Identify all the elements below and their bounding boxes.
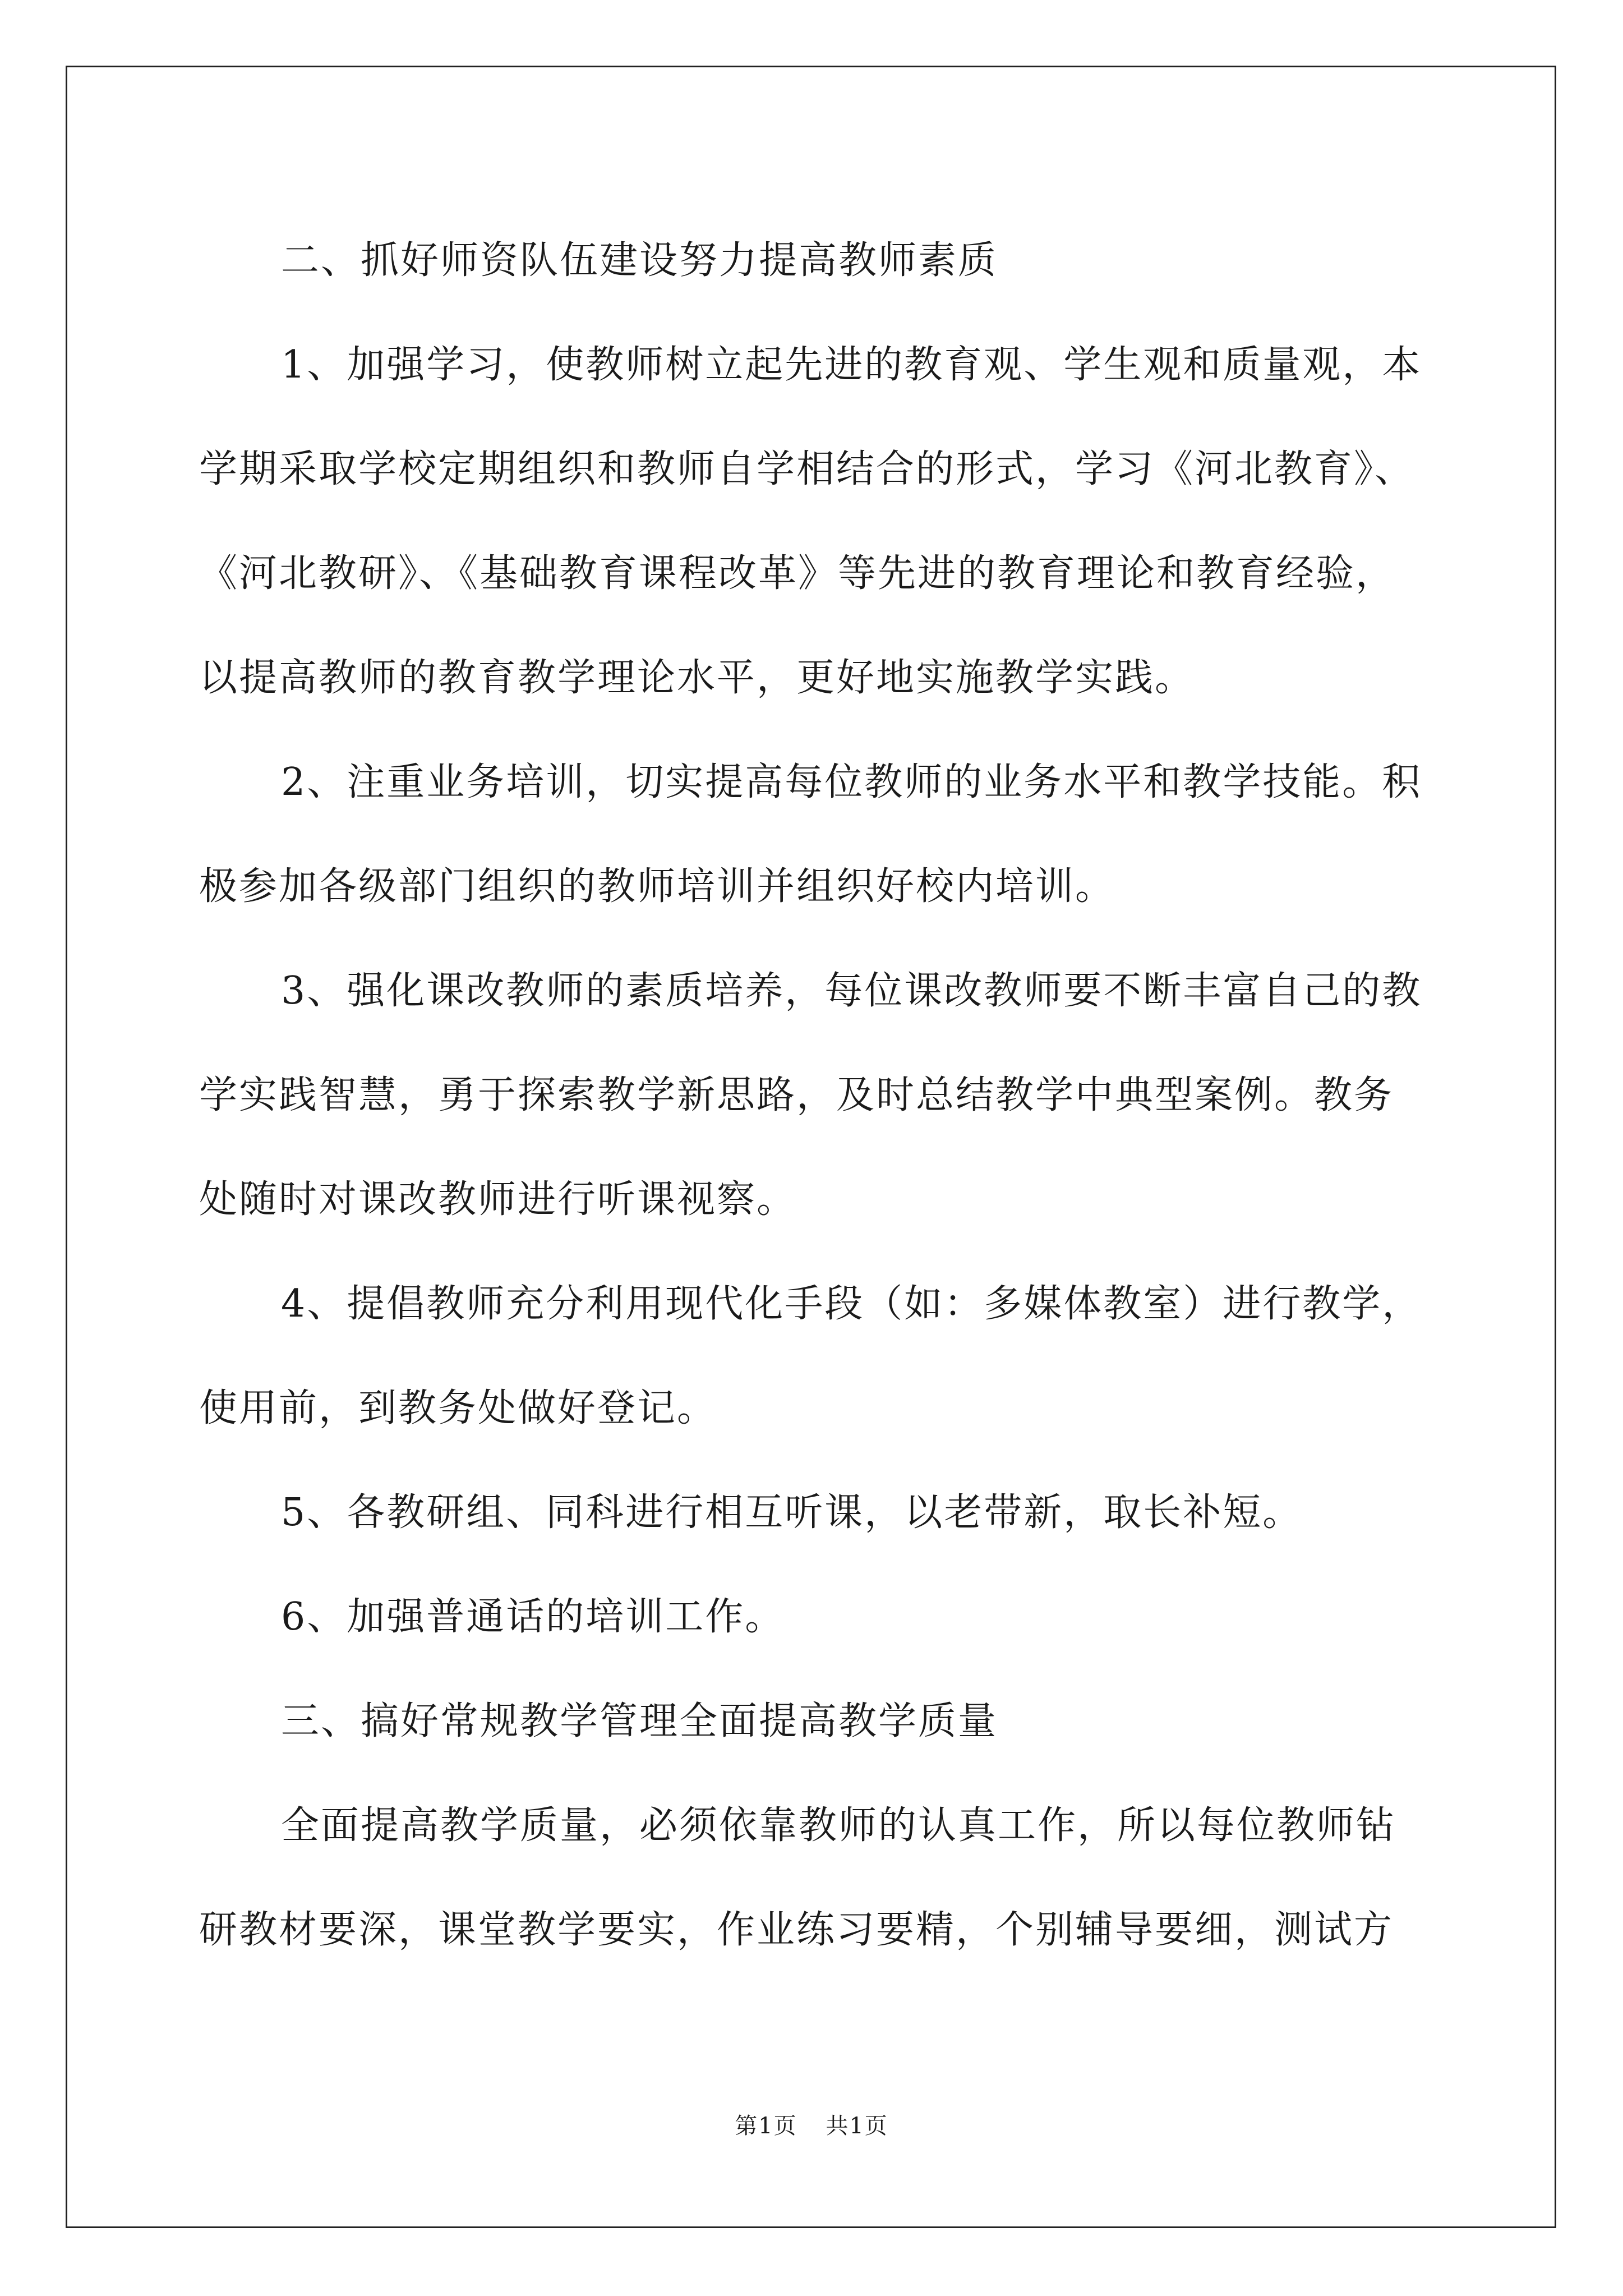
page-footer [0, 2113, 1623, 2139]
paragraph-body: 全面提高教学质量，必须依靠教师的认真工作，所以每位教师钻研教材要深，课堂教学要实，作业练习要精，个别辅导要细，测试方 [199, 1803, 1396, 1952]
section-heading-3: 三、搞好常规教学管理全面提高教学质量 [281, 1699, 998, 1743]
paragraph-item-3: 3、强化课改教师的素质培养，每位课改教师要不断丰富自己的教学实践智慧，勇于探索教学新思路，及时总结教学中典型案例。教务处随时对课改教师进行听课视察。 [199, 969, 1422, 1222]
page-number: 第1页 [735, 2113, 797, 2139]
paragraph-item-4: 4、提倡教师充分利用现代化手段（如：多媒体教室）进行教学，使用前，到教务处做好登记。 [199, 1282, 1422, 1430]
page-total: 共1页 [826, 2113, 888, 2139]
paragraph-item-2: 2、注重业务培训，切实提高每位教师的业务水平和教学技能。积极参加各级部门组织的教师培训并组织好校内培训。 [199, 760, 1422, 909]
paragraph-item-1: 1、加强学习，使教师树立起先进的教育观、学生观和质量观，本学期采取学校定期组织和教师自学相结合的形式，学习《河北教育》、《河北教研》、《基础教育课程改革》等先进的教育理论和教育经验，以提高教师的教育教学理论水平，更好地实施教学实践。 [199, 343, 1422, 700]
section-heading-2: 二、抓好师资队伍建设努力提高教师素质 [281, 238, 998, 283]
document-body [199, 209, 1430, 1982]
paragraph-item-6: 6、加强普通话的培训工作。 [281, 1595, 785, 1639]
paragraph-item-5: 5、各教研组、同科进行相互听课，以老带新，取长补短。 [281, 1490, 1303, 1535]
